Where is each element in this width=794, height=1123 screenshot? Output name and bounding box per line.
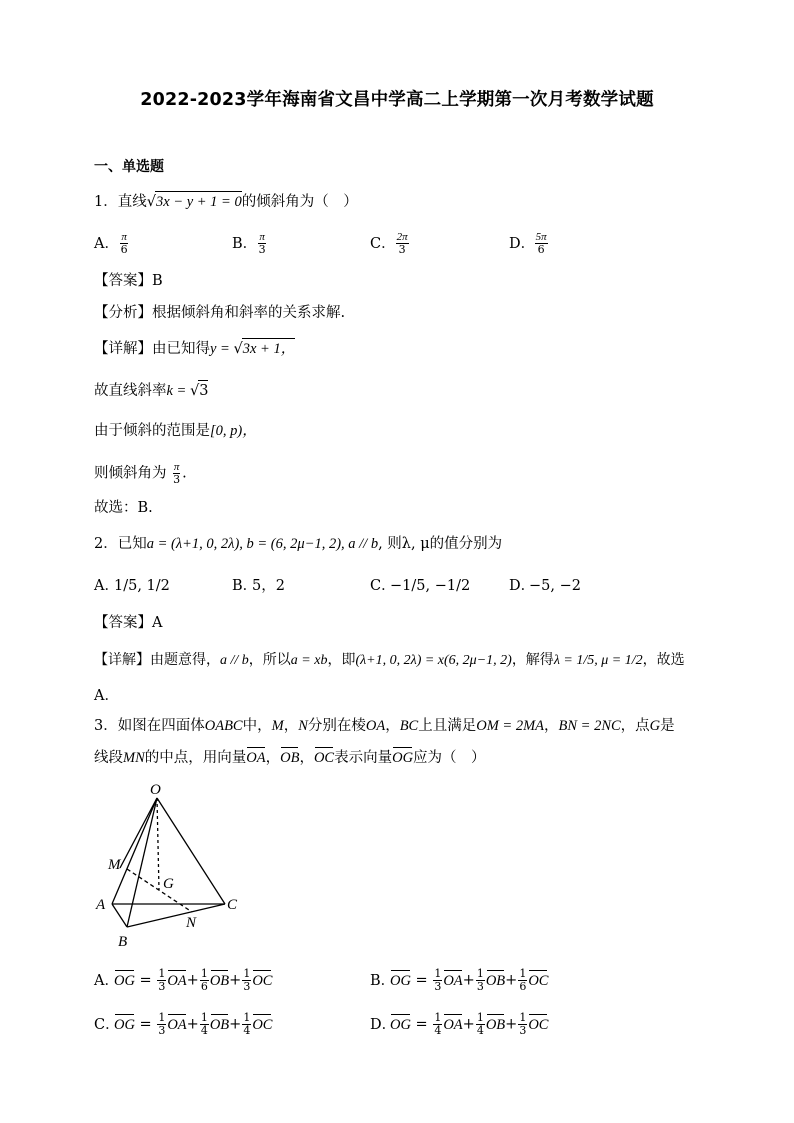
question-3-stem-line-1: 3．如图在四面体OABC中，M，N分别在棱OA，BC上且满足OM = 2MA，BN = 2NC，点G是 (94, 718, 675, 734)
q1-answer: 【答案】B (94, 273, 163, 289)
q1-analysis: 【分析】根据倾斜角和斜率的关系求解. (94, 305, 346, 321)
label-n: N (186, 915, 197, 931)
segment-og (157, 798, 159, 890)
q2-option-d[interactable]: D．−5, −2 (509, 578, 581, 594)
q1-detail: 【详解】由已知得y = √3x + 1， (94, 338, 295, 359)
edge-om (120, 798, 157, 868)
q1-angle-line: 则倾斜角为 $\frac{\pi}{3}$ . (94, 461, 187, 486)
q1-choose: 故选：B. (94, 500, 153, 516)
q2-option-c[interactable]: C．−1/5, −1/2 (370, 578, 471, 594)
q3-option-b[interactable]: B．OG = $\frac{1}{3}$ OA+ $\frac{1}{3}$ OB+ $\frac{1}{6}$ OC (370, 967, 549, 993)
q3-option-a[interactable]: A．OG = $\frac{1}{3}$ OA+ $\frac{1}{6}$ OB+ $\frac{1}{3}$ OC (94, 967, 273, 993)
edge-oa (112, 798, 157, 904)
q1-slope-line: 故直线斜率k = √3 (94, 380, 208, 401)
segment-mn (127, 869, 192, 912)
question-2-stem: 2．已知a = (λ+1, 0, 2λ), b = (6, 2μ−1, 2), a // b, 则λ, μ的值分别为 (94, 536, 503, 552)
question-1-stem: 1．直线√3x − y + 1 = 0的倾斜角为（ ） (94, 191, 358, 212)
q2-detail-end: A． (94, 688, 119, 704)
question-3-stem-line-2: 线段MN的中点，用向量OA，OB，OC表示向量OG应为（ ） (94, 750, 486, 766)
q2-option-b[interactable]: B．5，2 (232, 578, 285, 594)
q2-option-a[interactable]: A．1/5, 1/2 (94, 578, 170, 594)
sqrt-symbol: √ (146, 194, 156, 210)
q1-range-line: 由于倾斜的范围是[0, p)， (94, 423, 257, 439)
label-a: A (96, 897, 106, 913)
sqrt-symbol: √ (233, 341, 243, 357)
q1-option-c[interactable]: C． $\frac{2\pi}{3}$ (370, 231, 408, 256)
q2-detail: 【详解】由题意得，a // b，所以a = xb，即(λ+1, 0, 2λ) = x(6, 2μ−1, 2)，解得λ = 1/5, μ = 1/2，故选 (94, 652, 685, 668)
label-m: M (108, 857, 121, 873)
q1-option-d[interactable]: D． $\frac{5\pi}{6}$ (509, 231, 547, 256)
q2-answer: 【答案】A (94, 615, 163, 631)
tetrahedron-figure (90, 780, 260, 955)
label-c: C (227, 897, 238, 913)
label-b: B (118, 934, 128, 950)
q3-option-c[interactable]: C．OG = $\frac{1}{3}$ OA+ $\frac{1}{4}$ OB+ $\frac{1}{4}$ OC (94, 1011, 273, 1037)
edge-bc (127, 904, 225, 927)
page-title: 2022-2023学年海南省文昌中学高二上学期第一次月考数学试题 (140, 90, 654, 110)
q1-option-a[interactable]: A． $\frac{\pi}{6}$ (94, 231, 128, 256)
edge-ab (112, 904, 127, 927)
section-heading: 一、单选题 (94, 159, 164, 175)
label-g: G (163, 876, 174, 892)
sqrt-symbol: √ (189, 383, 200, 399)
q3-option-d[interactable]: D．OG = $\frac{1}{4}$ OA+ $\frac{1}{4}$ OB+ $\frac{1}{3}$ OC (370, 1011, 549, 1037)
label-o: O (150, 782, 161, 798)
q1-option-b[interactable]: B． $\frac{\pi}{3}$ (232, 231, 266, 256)
edge-ob (127, 798, 157, 927)
line-equation: 3x − y + 1 = 0 (155, 191, 242, 212)
